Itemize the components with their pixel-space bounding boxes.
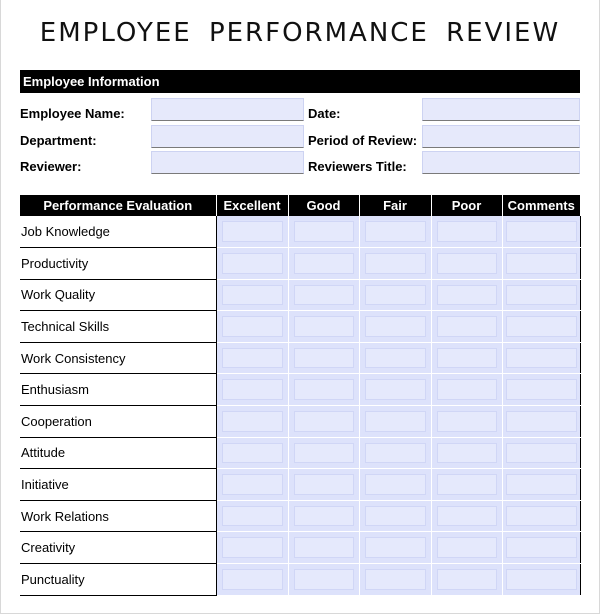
comments-field[interactable] — [506, 569, 577, 590]
criterion-label: Initiative — [20, 469, 216, 501]
comments-cell[interactable] — [502, 500, 580, 532]
department-field[interactable] — [151, 125, 304, 148]
fair-rating-field[interactable] — [365, 379, 426, 400]
excellent-rating-cell[interactable] — [216, 406, 288, 438]
comments-cell[interactable] — [502, 469, 580, 501]
reviewer-label: Reviewer: — [20, 159, 82, 174]
criterion-label: Creativity — [20, 532, 216, 564]
excellent-rating-field[interactable] — [222, 537, 283, 558]
comments-cell[interactable] — [502, 279, 580, 311]
good-rating-field[interactable] — [294, 285, 354, 306]
reviewer-field[interactable] — [151, 151, 304, 174]
fair-rating-field[interactable] — [365, 474, 426, 495]
criterion-label: Attitude — [20, 437, 216, 469]
good-rating-field[interactable] — [294, 411, 354, 432]
table-row — [20, 469, 580, 501]
excellent-rating-field[interactable] — [222, 285, 283, 306]
fair-rating-cell[interactable] — [359, 564, 431, 596]
excellent-rating-field[interactable] — [222, 411, 283, 432]
excellent-rating-field[interactable] — [222, 221, 283, 242]
comments-field[interactable] — [506, 285, 577, 306]
fair-rating-cell[interactable] — [359, 500, 431, 532]
period-of-review-field[interactable] — [422, 125, 580, 148]
good-rating-cell[interactable] — [288, 279, 359, 311]
excellent-rating-cell[interactable] — [216, 279, 288, 311]
excellent-rating-cell[interactable] — [216, 216, 288, 248]
comments-field[interactable] — [506, 537, 577, 558]
poor-rating-field[interactable] — [437, 316, 497, 337]
criterion-label: Work Quality — [20, 279, 216, 311]
table-row — [20, 532, 580, 564]
excellent-rating-cell[interactable] — [216, 342, 288, 374]
fair-rating-cell[interactable] — [359, 406, 431, 438]
table-row — [20, 279, 580, 311]
good-rating-cell[interactable] — [288, 437, 359, 469]
good-rating-field[interactable] — [294, 316, 354, 337]
comments-field[interactable] — [506, 221, 577, 242]
table-row — [20, 216, 580, 248]
criterion-label: Work Relations — [20, 500, 216, 532]
poor-rating-field[interactable] — [437, 379, 497, 400]
comments-field[interactable] — [506, 506, 577, 527]
comments-cell[interactable] — [502, 437, 580, 469]
fair-rating-cell[interactable] — [359, 279, 431, 311]
excellent-rating-field[interactable] — [222, 443, 283, 464]
comments-cell[interactable] — [502, 406, 580, 438]
good-rating-cell[interactable] — [288, 311, 359, 343]
good-rating-cell[interactable] — [288, 342, 359, 374]
fair-rating-field[interactable] — [365, 316, 426, 337]
excellent-rating-cell[interactable] — [216, 532, 288, 564]
fair-rating-cell[interactable] — [359, 216, 431, 248]
table-row — [20, 500, 580, 532]
period-of-review-label: Period of Review: — [308, 133, 418, 148]
excellent-rating-cell[interactable] — [216, 564, 288, 596]
excellent-rating-field[interactable] — [222, 569, 283, 590]
poor-rating-cell[interactable] — [431, 342, 502, 374]
poor-rating-field[interactable] — [437, 285, 497, 306]
good-rating-cell[interactable] — [288, 374, 359, 406]
fair-rating-field[interactable] — [365, 537, 426, 558]
good-rating-cell[interactable] — [288, 406, 359, 438]
column-header-good: Good — [288, 195, 359, 216]
poor-rating-cell[interactable] — [431, 248, 502, 280]
comments-cell[interactable] — [502, 311, 580, 343]
table-row — [20, 406, 580, 438]
column-header-excellent: Excellent — [216, 195, 288, 216]
comments-cell[interactable] — [502, 374, 580, 406]
comments-cell[interactable] — [502, 564, 580, 596]
excellent-rating-cell[interactable] — [216, 248, 288, 280]
excellent-rating-field[interactable] — [222, 316, 283, 337]
comments-field[interactable] — [506, 379, 577, 400]
criterion-label: Cooperation — [20, 406, 216, 438]
table-row — [20, 248, 580, 280]
fair-rating-field[interactable] — [365, 506, 426, 527]
poor-rating-cell[interactable] — [431, 374, 502, 406]
comments-field[interactable] — [506, 316, 577, 337]
excellent-rating-cell[interactable] — [216, 374, 288, 406]
comments-field[interactable] — [506, 443, 577, 464]
good-rating-cell[interactable] — [288, 469, 359, 501]
poor-rating-cell[interactable] — [431, 532, 502, 564]
comments-field[interactable] — [506, 253, 577, 274]
poor-rating-field[interactable] — [437, 348, 497, 369]
employee-info-header: Employee Information — [20, 70, 580, 93]
table-row — [20, 374, 580, 406]
fair-rating-cell[interactable] — [359, 469, 431, 501]
table-row — [20, 437, 580, 469]
fair-rating-cell[interactable] — [359, 374, 431, 406]
excellent-rating-field[interactable] — [222, 474, 283, 495]
poor-rating-cell[interactable] — [431, 437, 502, 469]
fair-rating-cell[interactable] — [359, 342, 431, 374]
good-rating-field[interactable] — [294, 221, 354, 242]
excellent-rating-field[interactable] — [222, 348, 283, 369]
column-header-poor: Poor — [431, 195, 502, 216]
criterion-label: Enthusiasm — [20, 374, 216, 406]
fair-rating-cell[interactable] — [359, 311, 431, 343]
form-title: EMPLOYEE PERFORMANCE REVIEW — [39, 18, 561, 48]
fair-rating-cell[interactable] — [359, 532, 431, 564]
comments-cell[interactable] — [502, 342, 580, 374]
table-row — [20, 311, 580, 343]
good-rating-cell[interactable] — [288, 500, 359, 532]
good-rating-cell[interactable] — [288, 216, 359, 248]
poor-rating-field[interactable] — [437, 411, 497, 432]
employee-name-label: Employee Name: — [20, 106, 125, 121]
fair-rating-field[interactable] — [365, 411, 426, 432]
table-header-row — [20, 195, 580, 216]
column-header-criterion: Performance Evaluation — [20, 195, 216, 216]
reviewers-title-label: Reviewers Title: — [308, 159, 407, 174]
poor-rating-field[interactable] — [437, 569, 497, 590]
poor-rating-field[interactable] — [437, 443, 497, 464]
performance-evaluation-table — [20, 195, 581, 596]
poor-rating-cell[interactable] — [431, 469, 502, 501]
excellent-rating-field[interactable] — [222, 253, 283, 274]
criterion-label: Job Knowledge — [20, 216, 216, 248]
poor-rating-field[interactable] — [437, 474, 497, 495]
criterion-label: Punctuality — [20, 564, 216, 596]
good-rating-cell[interactable] — [288, 532, 359, 564]
good-rating-field[interactable] — [294, 537, 354, 558]
poor-rating-cell[interactable] — [431, 216, 502, 248]
excellent-rating-cell[interactable] — [216, 311, 288, 343]
date-label: Date: — [308, 106, 341, 121]
poor-rating-cell[interactable] — [431, 311, 502, 343]
poor-rating-field[interactable] — [437, 253, 497, 274]
excellent-rating-field[interactable] — [222, 506, 283, 527]
good-rating-field[interactable] — [294, 569, 354, 590]
poor-rating-field[interactable] — [437, 221, 497, 242]
criterion-label: Productivity — [20, 248, 216, 280]
fair-rating-field[interactable] — [365, 221, 426, 242]
table-row — [20, 342, 580, 374]
good-rating-field[interactable] — [294, 443, 354, 464]
poor-rating-cell[interactable] — [431, 406, 502, 438]
good-rating-field[interactable] — [294, 379, 354, 400]
fair-rating-field[interactable] — [365, 443, 426, 464]
excellent-rating-cell[interactable] — [216, 469, 288, 501]
good-rating-field[interactable] — [294, 506, 354, 527]
poor-rating-cell[interactable] — [431, 279, 502, 311]
department-label: Department: — [20, 133, 97, 148]
fair-rating-cell[interactable] — [359, 437, 431, 469]
fair-rating-cell[interactable] — [359, 248, 431, 280]
fair-rating-field[interactable] — [365, 253, 426, 274]
excellent-rating-cell[interactable] — [216, 437, 288, 469]
poor-rating-cell[interactable] — [431, 564, 502, 596]
comments-field[interactable] — [506, 474, 577, 495]
employee-name-field[interactable] — [151, 98, 304, 121]
criterion-label: Work Consistency — [20, 342, 216, 374]
comments-field[interactable] — [506, 348, 577, 369]
poor-rating-field[interactable] — [437, 506, 497, 527]
table-row — [20, 564, 580, 596]
excellent-rating-cell[interactable] — [216, 500, 288, 532]
column-header-fair: Fair — [359, 195, 431, 216]
good-rating-field[interactable] — [294, 348, 354, 369]
good-rating-cell[interactable] — [288, 564, 359, 596]
fair-rating-field[interactable] — [365, 285, 426, 306]
fair-rating-field[interactable] — [365, 348, 426, 369]
excellent-rating-field[interactable] — [222, 379, 283, 400]
criterion-label: Technical Skills — [20, 311, 216, 343]
comments-cell[interactable] — [502, 216, 580, 248]
good-rating-field[interactable] — [294, 253, 354, 274]
comments-field[interactable] — [506, 411, 577, 432]
good-rating-cell[interactable] — [288, 248, 359, 280]
date-field[interactable] — [422, 98, 580, 121]
good-rating-field[interactable] — [294, 474, 354, 495]
comments-cell[interactable] — [502, 532, 580, 564]
poor-rating-cell[interactable] — [431, 500, 502, 532]
poor-rating-field[interactable] — [437, 537, 497, 558]
comments-cell[interactable] — [502, 248, 580, 280]
reviewers-title-field[interactable] — [422, 151, 580, 174]
column-header-comments: Comments — [502, 195, 580, 216]
fair-rating-field[interactable] — [365, 569, 426, 590]
